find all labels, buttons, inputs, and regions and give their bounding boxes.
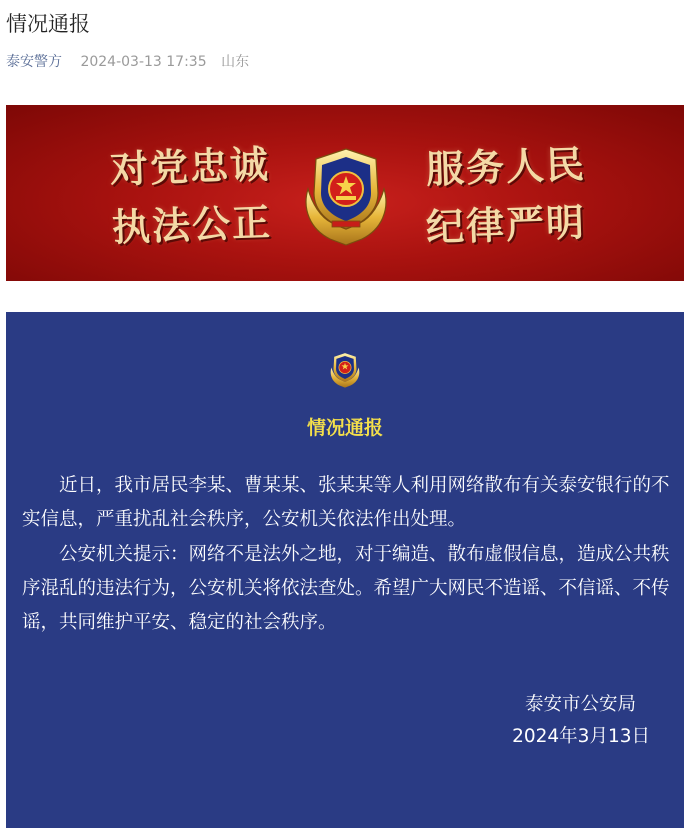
article-title: 情况通报 (6, 12, 90, 36)
police-slogan-banner (6, 105, 684, 281)
notice-paragraph: 公安机关提示：网络不是法外之地，对于编造、散布虚假信息，造成公共秩序混乱的违法行为，公安机关将依法查处。希望广大网民不造谣、不信谣、不传谣，共同维护平安、稳定的社会秩序。 (22, 544, 670, 633)
police-emblem-icon (296, 143, 396, 249)
police-emblem-icon (327, 351, 363, 389)
notice-paragraph: 近日，我市居民李某、曹某某、张某某等人利用网络散布有关泰安银行的不实信息，严重扰乱社会秩序，公安机关依法作出处理。 (22, 475, 670, 530)
slogan-left-top: 对党忠诚 (109, 141, 271, 192)
slogan-right-top: 服务人民 (425, 141, 587, 192)
slogan-left-bottom: 执法公正 (111, 199, 273, 250)
notice-title: 情况通报 (306, 417, 383, 439)
article-meta (6, 52, 249, 72)
slogan-right-bottom: 纪律严明 (425, 199, 587, 250)
publish-location: 山东 (221, 54, 250, 70)
publish-time: 2024-03-13 17:35 (80, 54, 207, 70)
signature-organization: 泰安市公安局 (524, 694, 636, 715)
account-name-link[interactable]: 泰安警方 (6, 54, 62, 70)
notice-card (6, 312, 684, 828)
signature-date: 2024年3月13日 (512, 726, 650, 747)
